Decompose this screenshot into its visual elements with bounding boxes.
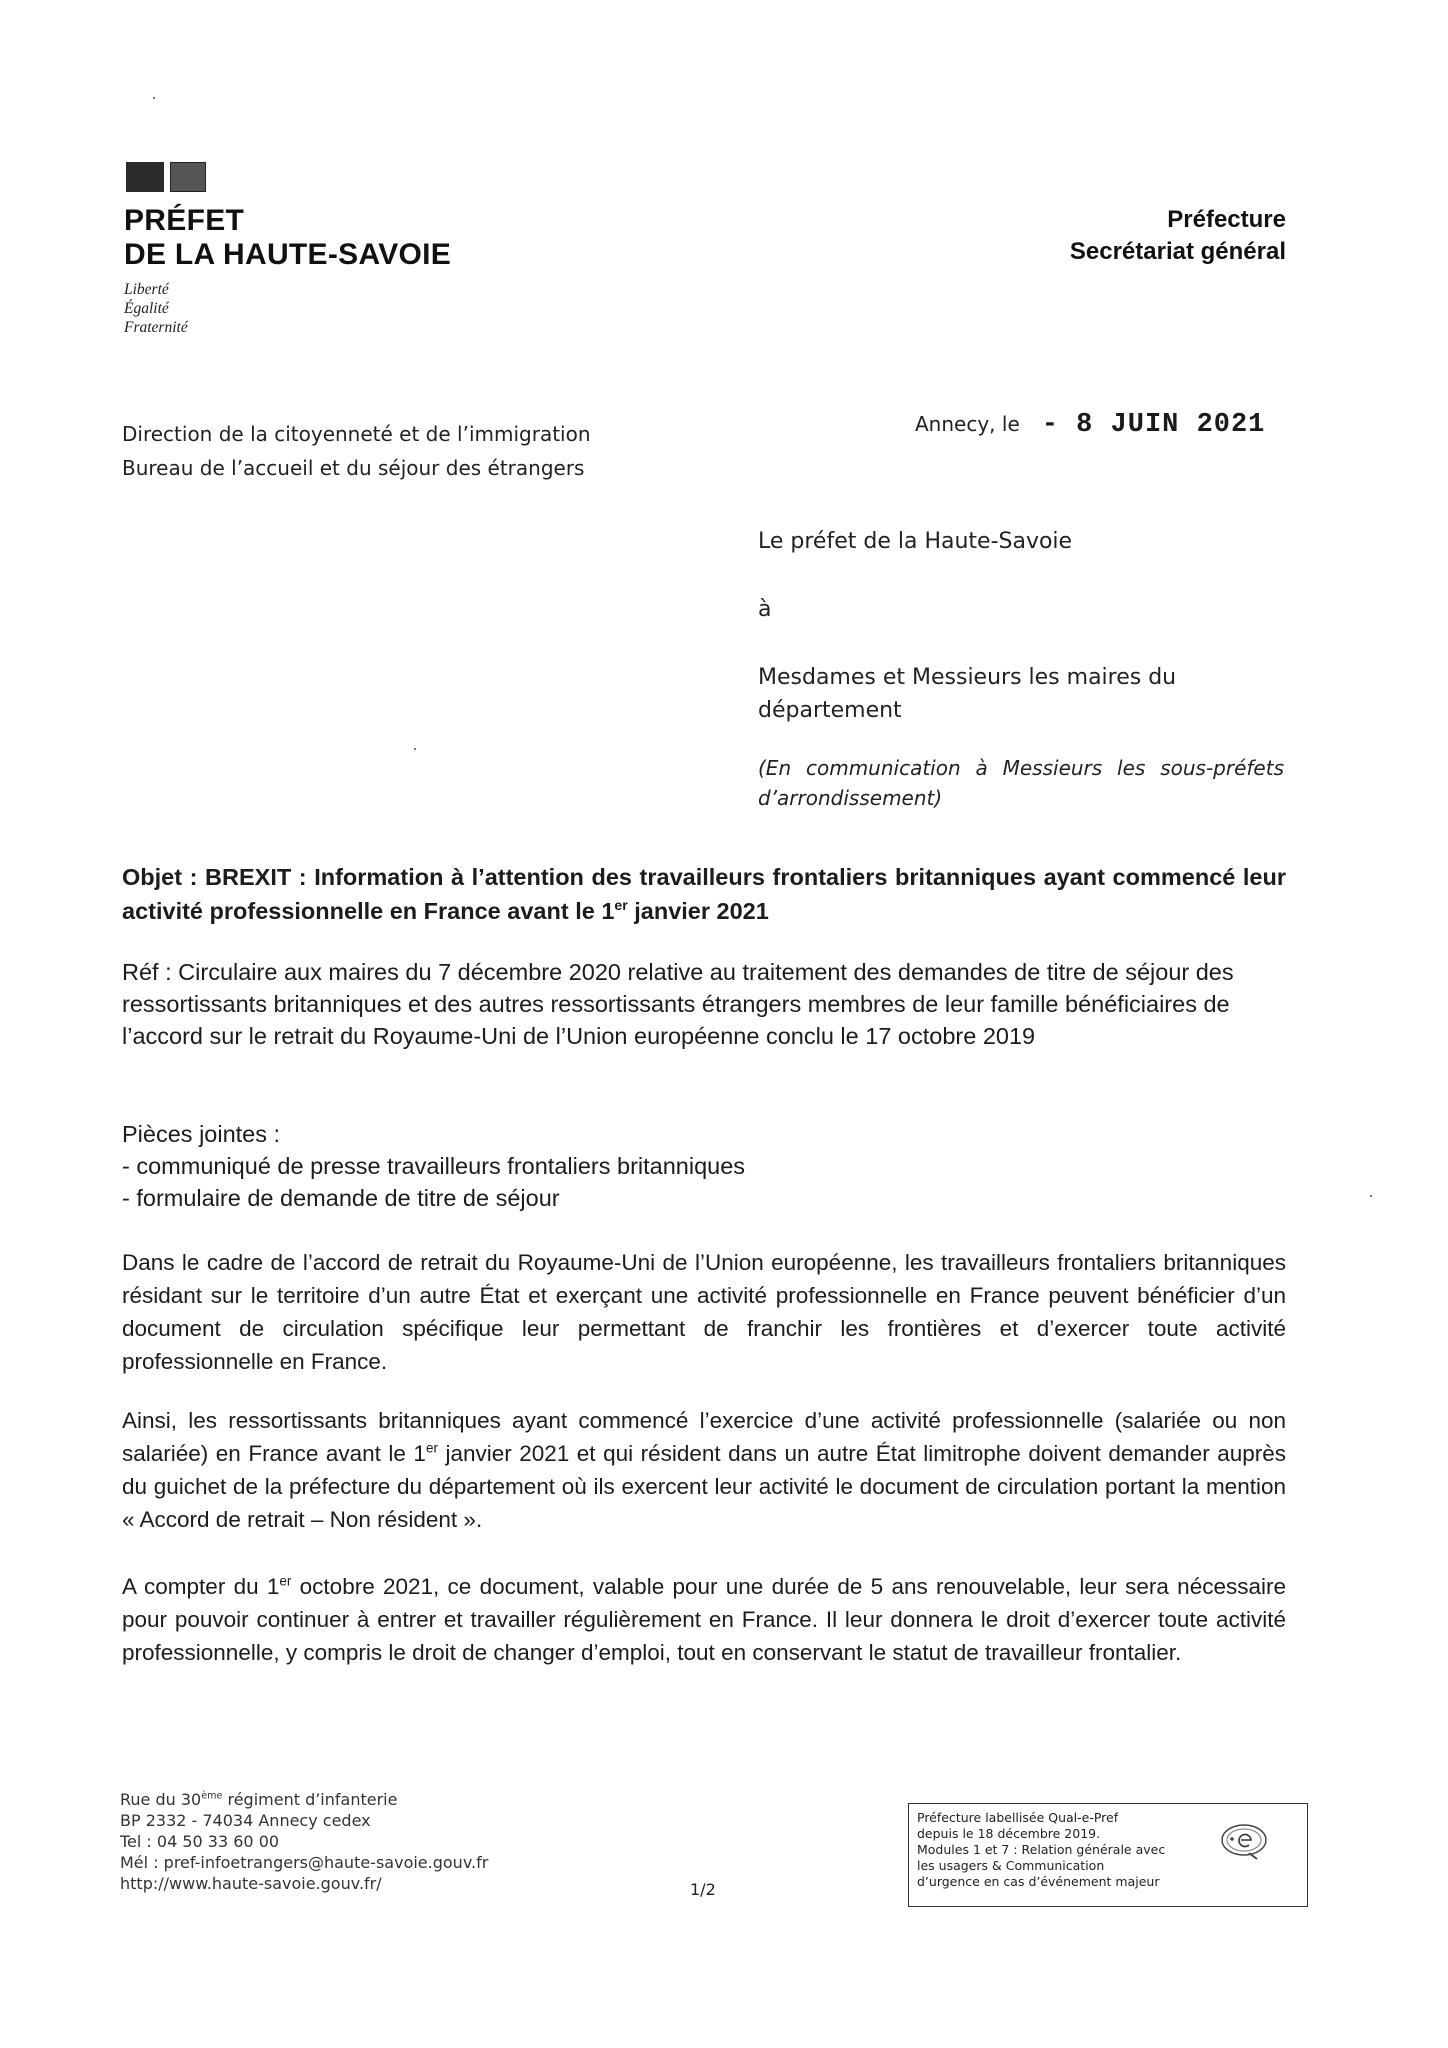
institution-line1: PRÉFET [124,204,245,237]
scan-speck [1370,1195,1372,1197]
attachment-item: - communiqué de presse travailleurs frontaliers britanniques [122,1153,746,1179]
reference [122,956,1286,1052]
date-stamp: - 8 JUIN 2021 [1041,410,1266,440]
paragraph-2-text: Ainsi, les ressortissants britanniques ayant commencé l’exercice d’une activité professionnelle (salariée ou non salariée) en France avant le 1 [122,1408,1286,1466]
subject-text-end: janvier 2021 [627,898,769,924]
reference-text: Circulaire aux maires du 7 décembre 2020 relative au traitement des demandes de titre de séjour des ressortissants britanniques et des autres ressortissants étrangers membres de leur famille bénéficiaires de l’accord sur le retrait du Royaume-Uni de l’Union européenne conclu le 17 octobre 2019 [122,959,1234,1049]
devise-egalite: Égalité [124,300,169,317]
reference-label: Réf : [122,959,172,985]
cc-line: (En communication à Messieurs les sous-préfets d’arrondissement) [758,756,1284,810]
subject-label: Objet : [122,864,198,890]
recipients-block [758,525,1284,813]
institution-title [124,204,451,272]
page-number: 1/2 [690,1880,716,1899]
service-line2: Secrétariat général [1069,238,1286,265]
devise [124,280,188,337]
phone: Tel : 04 50 33 60 00 [120,1832,280,1851]
footer-address [120,1789,488,1894]
from-line: Le préfet de la Haute-Savoie [758,529,1073,554]
date-place: Annecy, le [915,412,1020,436]
paragraph-2 [122,1404,1286,1536]
paragraph-2-sup: er [425,1440,438,1456]
attachment-item: - formulaire de demande de titre de séjour [122,1185,560,1211]
dateline [915,410,1265,440]
service-header [1070,204,1286,268]
scan-speck [153,97,155,99]
devise-liberte: Liberté [124,281,169,298]
quality-label-box [908,1803,1308,1907]
attachments [122,1118,1286,1214]
institution-line2: DE LA HAUTE-SAVOIE [124,238,452,271]
sender-direction: Direction de la citoyenneté et de l’immigration [122,422,591,446]
label-line3: Modules 1 et 7 : Relation générale avec [917,1842,1166,1857]
sender-block [122,417,591,485]
address-line1: Rue du 30ème régiment d’infanterie [120,1790,398,1809]
service-line1: Préfecture [1167,206,1286,233]
paragraph-3-text-end: octobre 2021, ce document, valable pour une durée de 5 ans renouvelable, leur sera nécessaire pour pouvoir continuer à entrer et travailler régulièrement en France. Il leur donnera le droit d’exercer toute activité professionnelle, y compris le droit de changer d’emploi, tout en conservant le statut de travailleur frontalier. [122,1574,1286,1665]
scan-speck [414,748,416,750]
subject-text: BREXIT : Information à l’attention des travailleurs frontaliers britanniques ayant commencé leur activité professionnelle en France avant le 1 [122,864,1287,924]
devise-fraternite: Fraternité [124,319,188,336]
label-line2: depuis le 18 décembre 2019. [917,1826,1101,1841]
paragraph-3-text: A compter du 1 [122,1574,280,1599]
email-link[interactable]: Mél : pref-infoetrangers@haute-savoie.gouv.fr [120,1853,489,1872]
paragraph-1: Dans le cadre de l’accord de retrait du Royaume-Uni de l’Union européenne, les travailleurs frontaliers britanniques résidant sur le territoire d’un autre État et exerçant une activité professionnelle en France peuvent bénéficier d’un document de circulation spécifique leur permettant de franchir les frontières et d’exercer toute activité professionnelle en France. [122,1250,1286,1374]
to-line: Mesdames et Messieurs les maires du département [758,665,1177,723]
subject-sup: er [614,897,628,914]
website-link[interactable]: http://www.haute-savoie.gouv.fr/ [120,1874,382,1893]
label-line4: les usagers & Communication [917,1858,1105,1873]
label-line1: Préfecture labellisée Qual-e-Pref [917,1810,1119,1825]
to-word: à [758,597,772,622]
sender-bureau: Bureau de l’accueil et du séjour des étrangers [122,456,585,480]
qualipref-logo-icon [1219,1822,1269,1862]
paragraph-3 [122,1570,1286,1669]
attachments-label: Pièces jointes : [122,1121,281,1147]
marianne-logo-icon [126,162,210,192]
label-line5: d’urgence en cas d’événement majeur [917,1874,1160,1889]
subject [122,860,1286,928]
paragraph-3-sup: er [279,1573,292,1589]
paragraph-2-text-end: janvier 2021 et qui résident dans un autre État limitrophe doivent demander auprès du guichet de la préfecture du département où ils exercent leur activité le document de circulation portant la mention « Accord de retrait – Non résident ». [122,1441,1287,1532]
address-line2: BP 2332 - 74034 Annecy cedex [120,1811,371,1830]
